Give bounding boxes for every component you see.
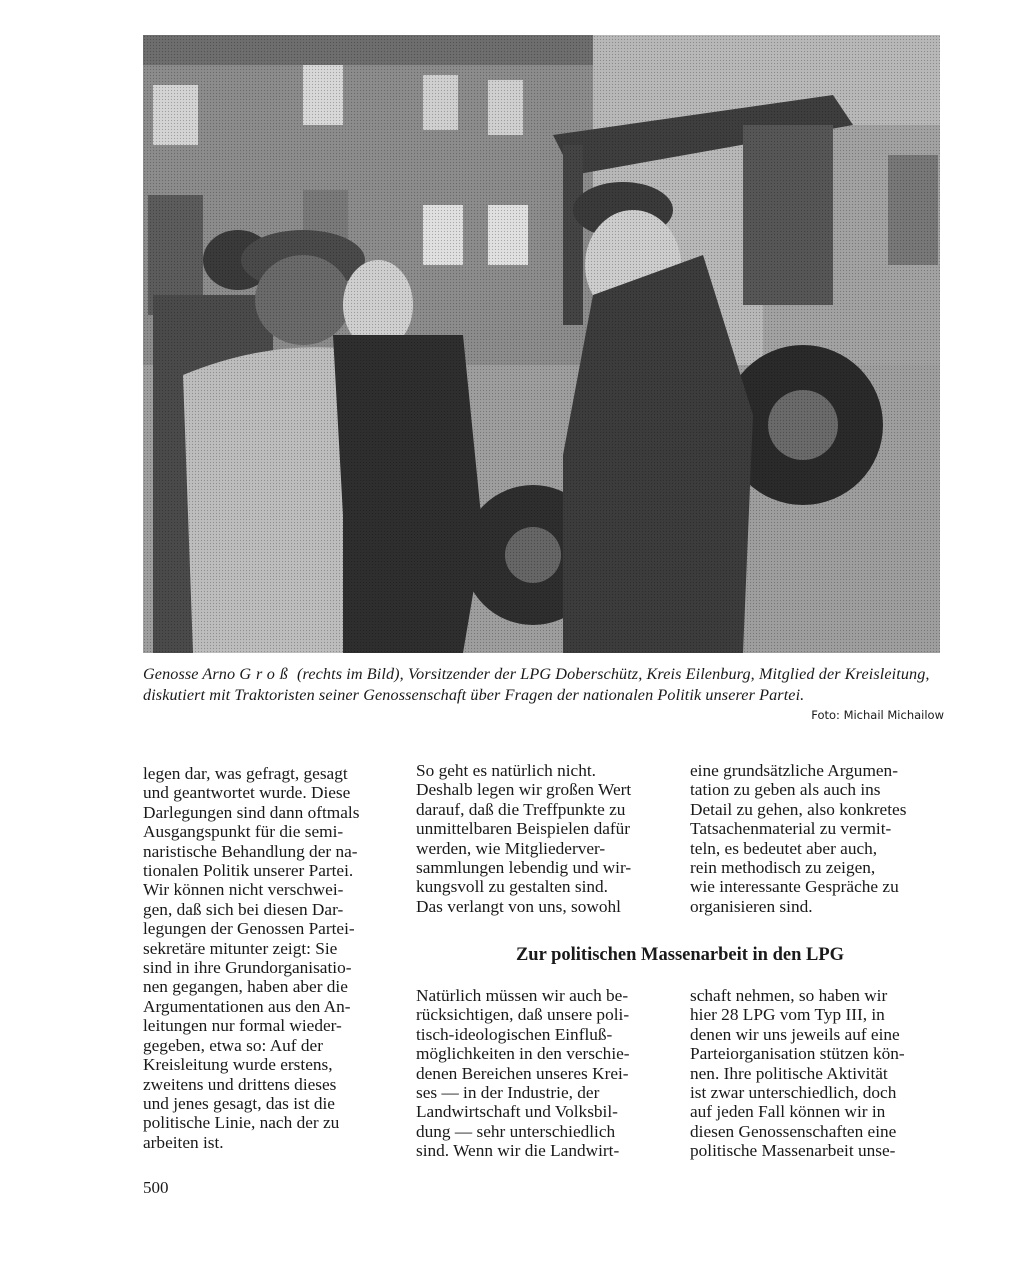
text-line: Das verlangt von uns, sowohl	[416, 896, 621, 916]
text-line: Parteiorganisation stützen kön-	[690, 1044, 905, 1064]
text-line: Deshalb legen wir großen Wert	[416, 780, 632, 800]
caption-part2: (rechts im Bild), Vorsitzender der LPG Doberschütz, Kreis Eilenburg, Mitglied der Kreisleitung, diskutiert mit Traktoristen seiner Genossenschaft über Fragen der nationalen Politik unserer Partei.	[143, 665, 930, 704]
column-3	[690, 761, 942, 916]
photo-icon	[143, 35, 940, 653]
text-line: nen. Ihre politische Aktivität	[690, 1063, 888, 1083]
text-line: und geantwortet wurde. Diese	[143, 783, 351, 803]
text-line: denen Bereichen unseres Krei-	[416, 1063, 629, 1083]
text-line: gegeben, etwa so: Auf der	[143, 1035, 323, 1055]
text-line: naristische Behandlung der na-	[143, 841, 358, 861]
text-line: Ausgangspunkt für die semi-	[143, 822, 344, 842]
text-line: Wir können nicht verschwei-	[143, 880, 344, 900]
text-line: So geht es natürlich nicht.	[416, 761, 596, 780]
text-line: diesen Genossenschaften eine	[690, 1121, 897, 1141]
text-line: wie interessante Gespräche zu	[690, 877, 899, 897]
text-line: legungen der Genossen Partei-	[143, 919, 355, 939]
text-line: gen, daß sich bei diesen Dar-	[143, 899, 344, 919]
text-line: tation zu geben als auch ins	[690, 780, 881, 800]
column-4	[416, 986, 668, 1161]
text-line: Argumentationen aus den An-	[143, 996, 351, 1016]
text-line: Darlegungen sind dann oftmals	[143, 802, 360, 822]
text-line: schaft nehmen, so haben wir	[690, 986, 888, 1005]
text-line: unmittelbaren Beispielen dafür	[416, 819, 631, 839]
text-line: zweitens und drittens dieses	[143, 1074, 337, 1094]
text-line: auf jeden Fall können wir in	[690, 1102, 886, 1122]
column-1	[143, 764, 391, 1152]
text-line: rücksichtigen, daß unsere poli-	[416, 1005, 630, 1025]
text-line: und jenes gesagt, das ist die	[143, 1093, 335, 1113]
text-line: denen wir uns jeweils auf eine	[690, 1024, 900, 1044]
text-line: nen gegangen, haben aber die	[143, 977, 348, 997]
text-line: darauf, daß die Treffpunkte zu	[416, 799, 626, 819]
text-line: sekretäre mitunter zeigt: Sie	[143, 938, 338, 958]
text-line: hier 28 LPG vom Typ III, in	[690, 1005, 885, 1025]
text-line: politische Linie, nach der zu	[143, 1113, 340, 1133]
text-line: Detail zu gehen, also konkretes	[690, 799, 907, 819]
text-line: sind in ihre Grundorganisatio-	[143, 958, 352, 978]
text-line: teln, es bedeutet aber auch,	[690, 838, 878, 858]
text-line: organisieren sind.	[690, 896, 813, 916]
text-line: möglichkeiten in den verschie-	[416, 1044, 630, 1064]
photo-caption	[143, 664, 943, 705]
photograph	[143, 35, 940, 653]
column-2	[416, 761, 668, 916]
text-line: sind. Wenn wir die Landwirt-	[416, 1141, 620, 1161]
text-line: leitungen nur formal wieder-	[143, 1016, 342, 1036]
text-line: Natürlich müssen wir auch be-	[416, 986, 629, 1005]
text-line: ses — in der Industrie, der	[416, 1083, 600, 1103]
page-number: 500	[143, 1178, 169, 1197]
text-line: tisch-ideologischen Einfluß-	[416, 1024, 613, 1044]
text-line: kungsvoll zu gestalten sind.	[416, 877, 608, 897]
text-line: tionalen Politik unserer Partei.	[143, 861, 354, 881]
text-line: Tatsachenmaterial zu vermit-	[690, 819, 892, 839]
text-line: ist zwar unterschiedlich, doch	[690, 1083, 897, 1103]
section-heading: Zur politischen Massenarbeit in den LPG	[515, 945, 845, 965]
text-line: Kreisleitung wurde erstens,	[143, 1055, 333, 1075]
photo-credit: Foto: Michail Michailow	[811, 708, 944, 722]
text-line: sammlungen lebendig und wir-	[416, 858, 632, 878]
text-line: rein methodisch zu zeigen,	[690, 858, 876, 878]
caption-part1: Genosse Arno	[143, 665, 240, 683]
text-line: legen dar, was gefragt, gesagt	[143, 764, 348, 783]
text-line: dung — sehr unterschiedlich	[416, 1121, 616, 1141]
text-line: politische Massenarbeit unse-	[690, 1141, 896, 1161]
text-line: werden, wie Mitgliederver-	[416, 838, 606, 858]
text-line: eine grundsätzliche Argumen-	[690, 761, 898, 780]
caption-name: Groß	[239, 665, 293, 683]
text-line: arbeiten ist.	[143, 1132, 224, 1152]
column-5	[690, 986, 942, 1161]
text-line: Landwirtschaft und Volksbil-	[416, 1102, 618, 1122]
